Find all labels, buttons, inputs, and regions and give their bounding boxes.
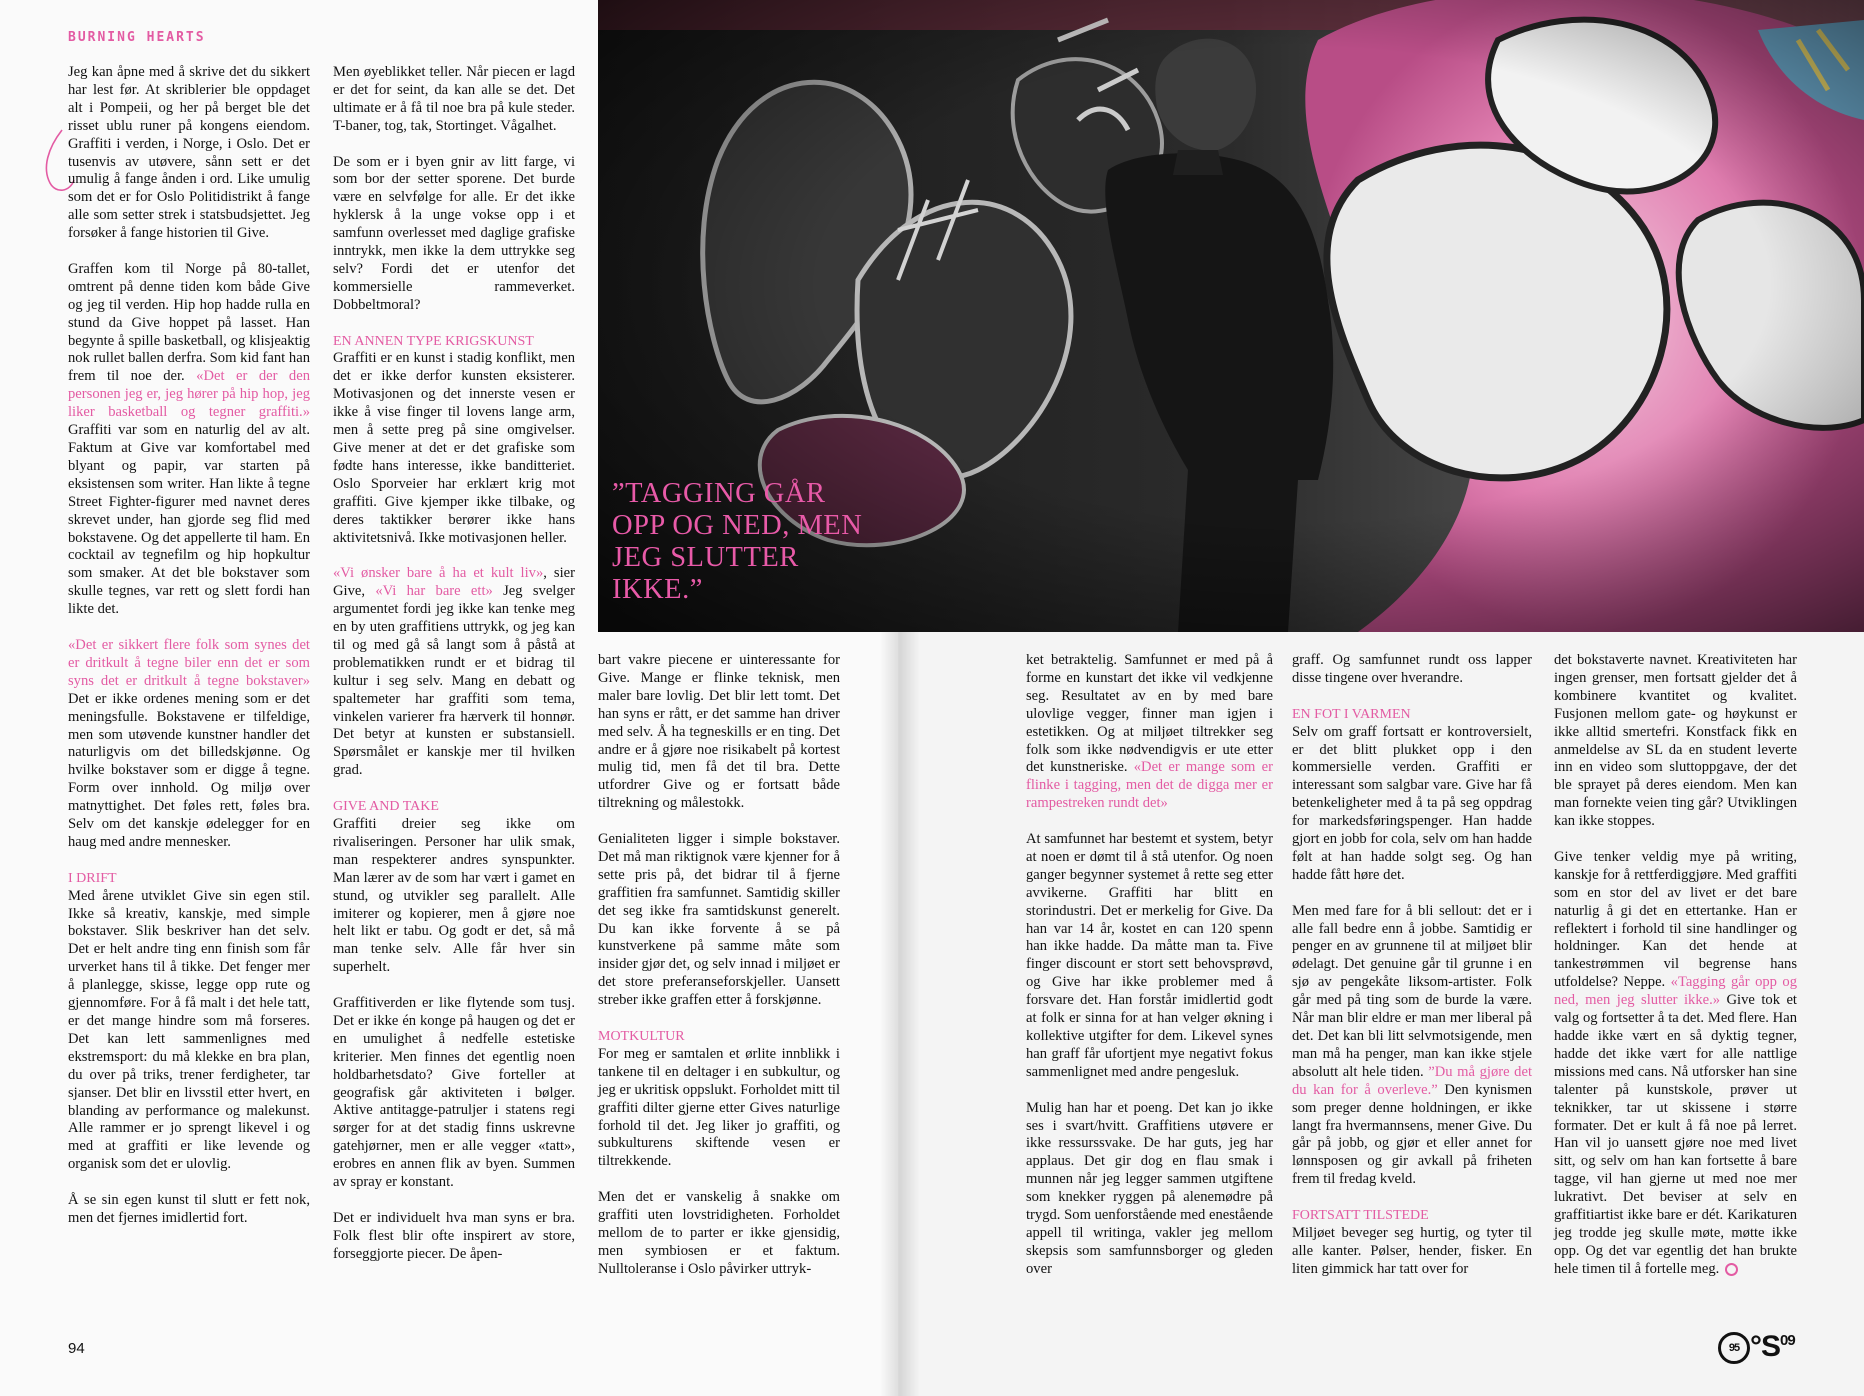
paragraph: De som er i byen gnir av litt farge, vi som bor der setter sporene. Det burde være en selvfølge for alle. Er det ikke hyklersk å la unge vokse opp i et samfunn overlesset med daglige grafiske inntrykk, men ikke la dem uttrykke seg selv? Fordi det er utenfor det kommersielle rammeverket. Dobbeltmoral? (333, 153, 575, 313)
paragraph: «Det er sikkert flere folk som synes det er dritkult å tegne biler enn det er som syns det er dritkult å tegne bokstaver» Det er ikke ordenes mening som er det meningsfulle. Bokstavene er tilfeldige, men som utøvende kunstner handler det naturligvis om det billedskjønne. Og hvilke bokstaver som er digge å tegne. Form over innhold. Og miljø over matnyttighet. Det føles rett, føles bra. Selv om det kanskje ødelegger for en haug med andre mennesker. (68, 636, 310, 850)
page-number-right: 95 (1718, 1332, 1750, 1364)
inline-quote: «Vi har bare ett» (375, 583, 493, 600)
article-column-5 (1292, 652, 1532, 1297)
section-kicker: BURNING HEARTS (68, 30, 206, 45)
paragraph: Men øyeblikket teller. Når piecen er lagd er det for seint, da kan alle se det. Det ultimate er å få til noe bra på kule steder. T-baner, tog, tak, Stortinget. Vågalhet. (333, 64, 575, 134)
inline-quote: «Tagging går opp og ned, men jeg slutter ikke.» (1554, 974, 1797, 1009)
paragraph: Give tenker veldig mye på writing, kanskje for å rettferdiggjøre. Med graffiti som en stor del av livet er det bare naturlig å gi det en ettertanke. Han er reflektert i forhold til sine handlinger og holdninger. Kan det hende at tankestrømmen vil begrense hans utfoldelse? Neppe. «Tagging går opp og ned, men jeg slutter ikke.» Give tok et valg og fortsetter å ta det. Med flere. Han hadde ikke vært en så dyktig tegner, hadde det ikke vært for alle nattlige missions med cans. Nå utforsker han sine talenter på kunstskole, prøver ut teknikker, tar ut skissene i større formater. Det er kult å få noe på lerret. Han vil jo uansett gjøre noe med livet sitt, og selv om han kan fortsette å bare tagge, vil han gjerne ut med noe mer lukrativt. Det beviser at selv en graffitiartist ikke bare er dét. Karikaturen jeg trodde jeg skulle møte, møtte ikke opp. Og det var egentlig det han brukte hele timen til å fortelle meg. (1554, 848, 1797, 1277)
logo-year: 09 (1780, 1332, 1795, 1349)
pull-quote: ”TAGGING GÅR OPP OG NED, MEN JEG SLUTTER IKKE.” (612, 478, 863, 605)
paragraph: Selv om graff fortsatt er kontroversielt, er det blitt plukket opp i den kommersielle verden. Graffiti er interessant som salgbar vare. Give har få betenkeligheter med å ta på seg oppdrag for markedsføringspenger. Han hadde gjort en jobb for cola, selv om han hadde følt at han hadde solgt seg. Og han hadde fått høre det. (1292, 723, 1532, 883)
section-heading: EN ANNEN TYPE KRIGSKUNST (333, 333, 534, 349)
article-column-3 (598, 652, 840, 1297)
logo-mark: °S (1750, 1330, 1781, 1363)
paragraph: For meg er samtalen et ørlite innblikk i tankene til en deltager i en subkultur, og jeg er ukritisk oppslukt. Forholdet mitt til graffiti dilter gjerne etter Gives naturlige forhold til det. Jeg liker jo graffiti, og subkulturens skiftende vesen er tiltrekkende. (598, 1045, 841, 1170)
paragraph: Men med fare for å bli sellout: det er i alle fall bedre enn å jobbe. Samtidig er penger en av grunnene til at miljøet blir ødelagt. Det genuine går til grunne i en sjø av pengekåte liksom-artister. Folk går med på ting som de burde la være. Når man blir eldre er man mer liberal på det. Det kan bli litt selvmotsigende, men man må ha penger, man kan ikke stjele absolutt alt hele tiden. ”Du må gjøre det du kan for å overleve.” Den kynismen som preger denne holdningen, er ikke langt fra hvermannsens, mener Give. Du går på jobb, og gjør et eller annet for lønnsposen og gir avkall på friheten frem til fredag kveld. (1292, 902, 1532, 1188)
paragraph: det bokstaverte navnet. Kreativiteten har ingen grenser, men fortsatt gjelder det å kombinere kvantitet og kvalitet. Fusjonen mellom gate- og høykunst er ikke alltid smertefri. Konstfack fikk en anmeldelse av SL da en student leverte inn en video som sluttoppgave, der det ble sprayet på deres eiendom. Men kan man fornekte veien ting går? Utviklingen kan ikke stoppes. (1554, 652, 1797, 830)
paragraph: Graffiti dreier seg ikke om rivaliseringen. Personer har ulik smak, man respekterer andres synspunkter. Man lærer av de som har vært i gamet en stund, og utvikler seg parallelt. Alle imiterer og kopierer, men å gjøre noe helt likt er tabu. Og godt er det, så må man tenke selv. Alle får hver sin superhelt. (333, 816, 575, 976)
paragraph: Jeg kan åpne med å skrive det du sikkert har lest før. At skriblerier ble oppdaget alt i Pompeii, og her på berget ble det risset ublu runer på kongens eiendom. Graffiti i verden, i Norge, i Oslo. Det er tusenvis av utøvere, sånn sett er det umulig å fange ånden i ord. Like umulig som det er for Oslo Politidistrikt å fange alle som setter strek i statsbudsjettet. Jeg forsøker å fange historien til Give. (68, 64, 310, 242)
paragraph: Graffitiverden er like flytende som tusj. Det er ikke én konge på haugen og det er en umulighet å nedfelle estetiske kriterier. Men finnes det egentlig noen holdbarhetsdato? Give forteller at geografisk går aktiviteten i bølger. Aktive antitagge-patruljer i statens regi sørger for at det stadig finns uskrevne gatehjørner, men er alle vegger «tatt», erobres en annen flik av byen. Summen av spray er konstant. (333, 995, 575, 1191)
paragraph: Det er individuelt hva man syns er bra. Folk flest blir ofte inspirert av store, forseggjorte piecer. De åpen- (333, 1209, 575, 1262)
page-number-left: 94 (68, 1340, 85, 1357)
paragraph: bart vakre piecene er uinteressante for Give. Mange er flinke teknisk, men maler bare lovlig. Det blir lett tomt. Det han syns er rått, er det samme han driver med selv. Å ha tegneskills er en ting. Det andre er å gjøre noe risikabelt på kortest mulig tid, men få det til bra. Dette utfordrer Give og er fortsatt både tiltrekning og målestokk. (598, 652, 840, 812)
paragraph: graff. Og samfunnet rundt oss lapper disse tingene over hverandre. (1292, 652, 1532, 686)
section-heading: GIVE AND TAKE (333, 799, 439, 815)
paragraph: Genialiteten ligger i simple bokstaver. Det må man riktignok være kjenner for å sette pris på, det bidrar til å fjerne graffitien fra samfunnet. Samtidig skiller det seg ikke fra samtidskunst generelt. Du kan ikke forvente å se på kunstverkene på samme måte som insider gjør det, og selv innad i miljøet er det store preferanseforskjeller. Uansett streber ikke graffen etter å forskjønne. (598, 831, 840, 1009)
paragraph: Mulig han har et poeng. Det kan jo ikke ses i svart/hvitt. Graffitiens utøvere er ikke ressurssvake. De har guts, jeg har applaus. Det gir dog en flau smak i munnen når jeg legger sammen utgiftene som knekker ryggen på alenemødre på trygd. Som uenforstående med enestående appell til writinga, vakler jeg mellom skepsis som samfunnsborger og gleden over (1026, 1099, 1273, 1277)
section-heading: I DRIFT (68, 870, 117, 886)
inline-quote: «Vi ønsker bare å ha et kult liv» (333, 565, 544, 582)
inline-quote: «Det er mange som er flinke i tagging, men det de digga mer er rampestreken rundt det» (1026, 759, 1273, 812)
paragraph: Miljøet beveger seg hurtig, og tyter til alle kanter. Pølser, hender, fisker. En liten gimmick har tatt over for (1292, 1224, 1532, 1277)
paragraph: Med årene utviklet Give sin egen stil. Ikke så kreativ, kanskje, med simple bokstaver. Slik beskriver han det selv. Det er helt andre ting enn finish som får urverket hans til å tikke. Det fenger mer å planlegge, skisse, legge opp rute og gjennomføre. For å få malt i det hele tatt, er det mange hindre som må forseres. Det kan lett sammenlignes med ekstremsport: du må klekke en bra plan, du over på triks, trener ferdigheter, tar sjanser. Det blir en livsstil etter hvert, en blanding av performance og malekunst. Alle rammer er jo sprengt likevel i og med at graffiti er like levende og organisk som det er ulovlig. (68, 887, 310, 1173)
article-column-1 (68, 64, 310, 1246)
magazine-logo (1718, 1330, 1795, 1364)
article-column-2 (333, 64, 575, 1282)
end-mark-icon (1725, 1263, 1738, 1276)
article-column-6 (1554, 652, 1797, 1297)
paragraph: Graffiti er en kunst i stadig konflikt, men det er ikke derfor kunsten eksisterer. Motivasjonen og det innerste vesen er ikke å vise finger til lovens lange arm, men å sette preg på sine omgivelser. Give mener at det er det grafiske som fødte hans interesse, ikke banditteriet. Oslo Sporveier har erklært krig mot graffiti. Give kjemper ikke tilbake, og deres taktikker berører ikke hans aktivitetsnivå. Ikke motivasjonen heller. (333, 350, 575, 546)
section-heading: FORTSATT TILSTEDE (1292, 1208, 1429, 1224)
paragraph: «Vi ønsker bare å ha et kult liv», sier Give, «Vi har bare ett» Jeg svelger argumentet fordi jeg ikke kan tenke meg en by uten graffitiens uttrykk, og jeg kan til og med gå så langt som å påstå at problematikken rundt er et bidrag til kultur i seg selv. Mang en debatt og spaltemeter har graffiti som tema, vinkelen varierer fra hærverk til honnør. Det betyr at kunsten er substansiell. Spørsmålet er kanskje mer til hvilken grad. (333, 565, 575, 779)
inline-quote: ”Du må gjøre det du kan for å overleve.” (1292, 1063, 1532, 1098)
section-heading: EN FOT I VARMEN (1292, 706, 1411, 722)
article-column-4 (1026, 652, 1273, 1297)
paragraph: At samfunnet har bestemt et system, betyr at noen er dømt til å stå utenfor. Og noen ganger begynner systemet å rette seg etter avvikerne. Graffiti har blitt en storindustri. Det er merkelig for Give. Da han var 14 år, kostet en can 120 spenn han ikke hadde. Da måtte man ta. Five finger discount er stort sett behovsprøvd, og Give har ikke problemer med å forsvare det. Han forstår imidlertid godt at folk er sinna for at han velger økning i kollektive utgifter for dem. Likevel synes han graff får ufortjent mye negativt fokus sammenlignet med andre pengesluk. (1026, 831, 1273, 1080)
paragraph: Å se sin egen kunst til slutt er fett nok, men det fjernes imidlertid fort. (68, 1192, 310, 1226)
inline-quote: «Det er sikkert flere folk som synes det er dritkult å tegne biler enn det er som syns det er dritkult å tegne bokstaver» (68, 636, 310, 689)
inline-quote: «Det er der den personen jeg er, jeg hører på hip hop, jeg liker basketball og tegner graffiti.» (68, 368, 311, 421)
paragraph: Men det er vanskelig å snakke om graffiti uten lovstridigheten. Forholdet mellom de to parter er ikke gjensidig, men symbiosen er et faktum. Nulltoleranse i Oslo påvirker uttryk- (598, 1189, 840, 1277)
section-heading: MOTKULTUR (598, 1029, 685, 1044)
paragraph: Graffen kom til Norge på 80-tallet, omtrent på denne tiden kom både Give og jeg til verden. Hip hop hadde rulla en stund da Give hoppet på lasset. Han begynte å spille basketball, og klisjeaktig nok rullet ballen derfra. Som kid fant han frem til noe der. «Det er der den personen jeg er, jeg hører på hip hop, jeg liker basketball og tegner graffiti.» Graffiti var som en naturlig del av alt. Faktum at Give var komfortabel med blyant og papir, var starten på eksistensen som writer. Han likte å tegne Street Fighter-figurer med navnet deres skrevet under, han gjorde seg flid med bokstavene. Og det appellerte til ham. En cocktail av tegnefilm og hip hopkultur som smaker. At det ble bokstaver som skulle tegnes, var rett og slett fordi han likte det. (68, 260, 311, 618)
paragraph: ket betraktelig. Samfunnet er med på å forme en kunstart det ikke vil vedkjenne seg. Resultatet av en by med bare ulovlige vegger, finner man igjen i estetikken. Og at miljøet tiltrekker seg folk som ikke nødvendigvis er ute etter det kunstneriske. «Det er mange som er flinke i tagging, men det de digga mer er rampestreken rundt det» (1026, 652, 1273, 812)
